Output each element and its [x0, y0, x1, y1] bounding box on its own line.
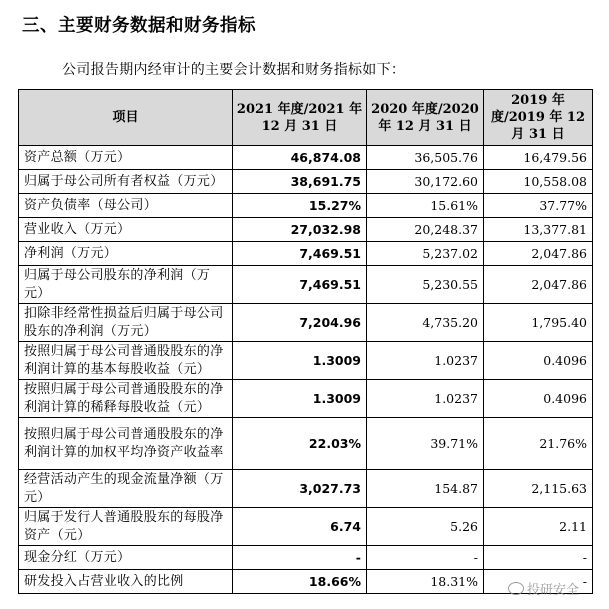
row-label: 资产负债率（母公司）: [19, 194, 233, 218]
table-row: [19, 194, 593, 218]
value-2019: 16,479.56: [484, 146, 593, 170]
value-2019: 10,558.08: [484, 170, 593, 194]
value-2019: 1,795.40: [484, 304, 593, 342]
value-2021: 22.03%: [233, 418, 367, 470]
row-label: 按照归属于母公司普通股股东的净利润计算的稀释每股收益（元）: [19, 380, 233, 418]
table-row: [19, 380, 593, 418]
value-2020: 20,248.37: [367, 218, 484, 242]
value-2019: 0.4096: [484, 342, 593, 380]
row-label: 按照归属于母公司普通股股东的净利润计算的加权平均净资产收益率: [19, 418, 233, 470]
value-2021: -: [233, 546, 367, 570]
value-2020: 154.87: [367, 470, 484, 508]
financial-indicators-table: [18, 89, 593, 594]
value-2019: 13,377.81: [484, 218, 593, 242]
value-2021: 3,027.73: [233, 470, 367, 508]
row-label: 经营活动产生的现金流量净额（万元）: [19, 470, 233, 508]
value-2021: 7,469.51: [233, 242, 367, 266]
value-2020: 1.0237: [367, 342, 484, 380]
value-2021: 7,204.96: [233, 304, 367, 342]
wechat-icon: [508, 582, 524, 595]
table-row: [19, 304, 593, 342]
table-row: [19, 242, 593, 266]
value-2019: 2,047.86: [484, 242, 593, 266]
value-2020: 39.71%: [367, 418, 484, 470]
section-title: 三、主要财务数据和财务指标: [22, 16, 256, 36]
intro-text: 公司报告期内经审计的主要会计数据和财务指标如下：: [62, 62, 406, 78]
value-2019: 2,115.63: [484, 470, 593, 508]
value-2020: 5,230.55: [367, 266, 484, 304]
table-row: [19, 170, 593, 194]
value-2019: 0.4096: [484, 380, 593, 418]
value-2021: 6.74: [233, 508, 367, 546]
row-label: 归属于母公司所有者权益（万元）: [19, 170, 233, 194]
value-2021: 7,469.51: [233, 266, 367, 304]
row-label: 营业收入（万元）: [19, 218, 233, 242]
row-label: 研发投入占营业收入的比例: [19, 570, 233, 594]
row-label: 净利润（万元）: [19, 242, 233, 266]
value-2020: 18.31%: [367, 570, 484, 594]
value-2019: 2,047.86: [484, 266, 593, 304]
row-label: 资产总额（万元）: [19, 146, 233, 170]
header-2021: 2021 年度/2021 年 12 月 31 日: [233, 90, 367, 146]
header-2020: 2020 年度/2020 年 12 月 31 日: [367, 90, 484, 146]
row-label: 归属于发行人普通股股东的每股净资产（元）: [19, 508, 233, 546]
value-2020: -: [367, 546, 484, 570]
value-2021: 1.3009: [233, 380, 367, 418]
table-row: [19, 570, 593, 594]
value-2020: 5.26: [367, 508, 484, 546]
row-label: 扣除非经常性损益后归属于母公司股东的净利润（万元）: [19, 304, 233, 342]
value-2021: 15.27%: [233, 194, 367, 218]
value-2019: -: [484, 546, 593, 570]
table-row: [19, 508, 593, 546]
value-2020: 36,505.76: [367, 146, 484, 170]
value-2021: 38,691.75: [233, 170, 367, 194]
watermark: [508, 579, 579, 598]
value-2020: 1.0237: [367, 380, 484, 418]
table-row: [19, 342, 593, 380]
row-label: 现金分红（万元）: [19, 546, 233, 570]
value-2019: -: [484, 570, 593, 594]
value-2021: 1.3009: [233, 342, 367, 380]
value-2020: 4,735.20: [367, 304, 484, 342]
value-2019: 21.76%: [484, 418, 593, 470]
table-row: [19, 218, 593, 242]
row-label: 归属于母公司股东的净利润（万元）: [19, 266, 233, 304]
header-2019: 2019 年度/2019 年 12 月 31 日: [484, 90, 593, 146]
value-2020: 30,172.60: [367, 170, 484, 194]
value-2019: 37.77%: [484, 194, 593, 218]
watermark-text: 投研安全: [527, 583, 580, 598]
table-row: [19, 470, 593, 508]
table-row: [19, 418, 593, 470]
table-row: [19, 146, 593, 170]
table-header-row: [19, 90, 593, 146]
header-item: 项目: [19, 90, 233, 146]
table-row: [19, 546, 593, 570]
value-2019: 2.11: [484, 508, 593, 546]
value-2021: 46,874.08: [233, 146, 367, 170]
value-2020: 15.61%: [367, 194, 484, 218]
table-row: [19, 266, 593, 304]
value-2021: 18.66%: [233, 570, 367, 594]
value-2021: 27,032.98: [233, 218, 367, 242]
value-2020: 5,237.02: [367, 242, 484, 266]
row-label: 按照归属于母公司普通股股东的净利润计算的基本每股收益（元）: [19, 342, 233, 380]
